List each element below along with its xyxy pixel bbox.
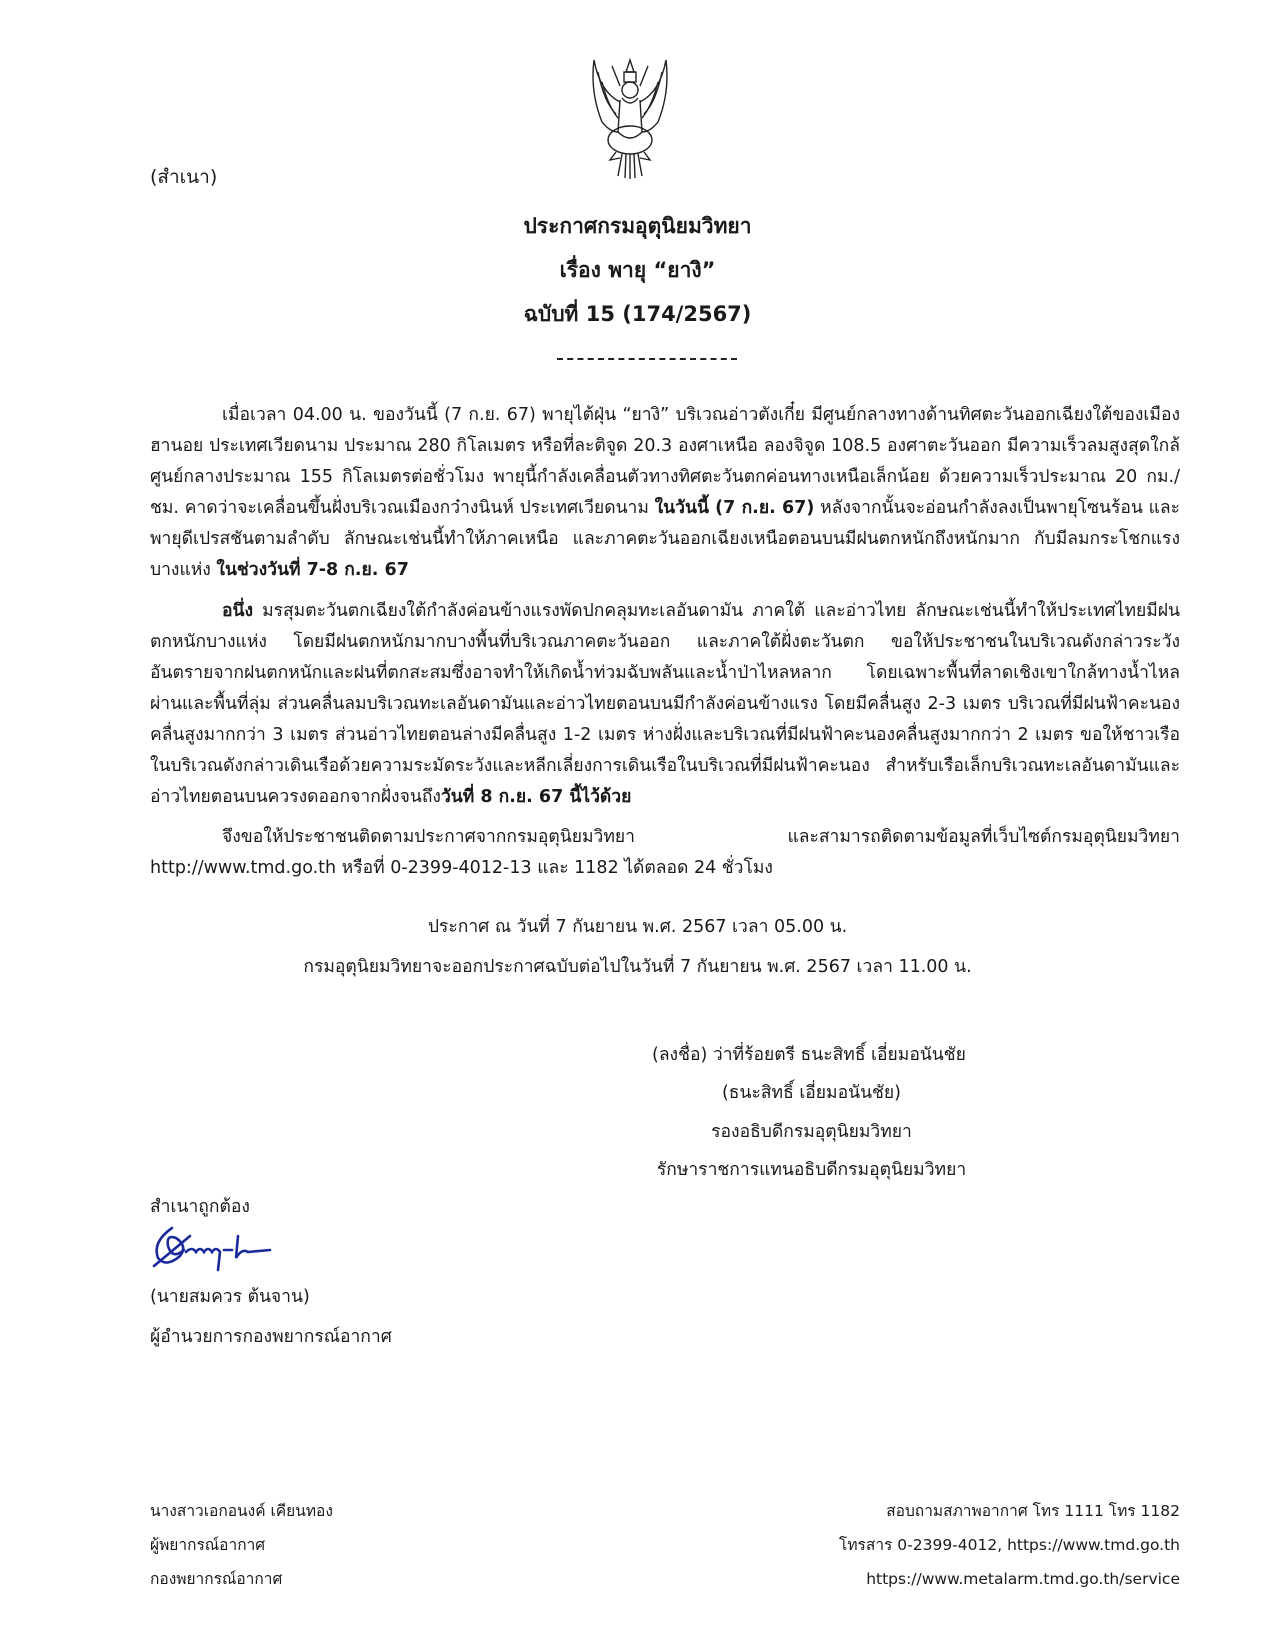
certifier-position: ผู้อำนวยการกองพยากรณ์อากาศ: [150, 1327, 392, 1347]
forecaster-title: ผู้พยากรณ์อากาศ: [150, 1536, 266, 1554]
emphasis-date-range: ในช่วงวันที่ 7-8 ก.ย. 67: [216, 560, 409, 580]
signatory-signed-line: (ลงชื่อ) ว่าที่ร้อยตรี ธนะสิทธิ์ เอี่ยมอนันชัย: [652, 1045, 966, 1065]
certifier-name: (นายสมควร ต้นจาน): [150, 1287, 310, 1307]
forecaster-division: กองพยากรณ์อากาศ: [150, 1570, 283, 1588]
forecaster-name: นางสาวเอกอนงค์ เคียนทอง: [150, 1502, 333, 1520]
contact-fax-website: โทรสาร 0-2399-4012, https://www.tmd.go.th: [839, 1536, 1180, 1554]
signatory-position: รองอธิบดีกรมอุตุนิยมวิทยา: [711, 1122, 912, 1142]
next-issue-notice: กรมอุตุนิยมวิทยาจะออกประกาศฉบับต่อไปในวันที่ 7 กันยายน พ.ศ. 2567 เวลา 11.00 น.: [303, 957, 972, 977]
emphasis-lead: อนึ่ง: [222, 601, 254, 621]
copy-label: (สำเนา): [150, 166, 218, 188]
announcement-date: ประกาศ ณ วันที่ 7 กันยายน พ.ศ. 2567 เวลา 05.00 น.: [427, 917, 848, 937]
paragraph-follow-updates: [150, 822, 1180, 884]
paragraph-text: จึงขอให้ประชาชนติดตามประกาศจากกรมอุตุนิยมวิทยา และสามารถติดตามข้อมูลที่เว็บไซต์กรมอุตุนิยมวิทยา http://www.tmd.go.th หรือที่ 0-2399-4012-13 และ 1182 ได้ตลอด 24 ชั่วโมง: [150, 827, 1180, 878]
paragraph-storm-status: [150, 400, 1180, 586]
document-title: ประกาศกรมอุตุนิยมวิทยา: [523, 214, 752, 238]
contact-phone: สอบถามสภาพอากาศ โทร 1111 โทร 1182: [886, 1502, 1180, 1520]
certified-copy-label: สำเนาถูกต้อง: [150, 1197, 250, 1217]
title-divider: [557, 358, 737, 360]
contact-service-url: https://www.metalarm.tmd.go.th/service: [866, 1570, 1180, 1588]
garuda-emblem-icon: [580, 52, 680, 182]
footer-contact: [839, 1494, 1180, 1596]
paragraph-text: มรสุมตะวันตกเฉียงใต้กำลังค่อนข้างแรงพัดปกคลุมทะเลอันดามัน ภาคใต้ และอ่าวไทย ลักษณะเช่นนี้ทำให้ประเทศไทยมีฝนตกหนักบางแห่ง โดยมีฝนตกหนักมากบางพื้นที่บริเวณภาคตะวันออก และภาคใต้ฝั่งตะวันตก ขอให้ประชาชนในบริเวณดังกล่าวระวังอันตรายจากฝนตกหนักและฝนที่ตกสะสมซึ่งอาจทำให้เกิดน้ำท่วมฉับพลันและน้ำป่าไหลหลาก โดยเฉพาะพื้นที่ลาดเชิงเขาใกล้ทางน้ำไหลผ่านและพื้นที่ลุ่ม ส่วนคลื่นลมบริเวณทะเลอันดามันและอ่าวไทยตอนบนมีกำลังค่อนข้างแรง โดยมีคลื่นสูง 2-3 เมตร บริเวณที่มีฝนฟ้าคะนองคลื่นสูงมากกว่า 3 เมตร ส่วนอ่าวไทยตอนล่างมีคลื่นสูง 1-2 เมตร ห่างฝั่งและบริเวณที่มีฝนฟ้าคะนองคลื่นสูงมากกว่า 2 เมตร ขอให้ชาวเรือในบริเวณดังกล่าวเดินเรือด้วยความระมัดระวังและหลีกเลี่ยงการเดินเรือในบริเวณที่มีฝนฟ้าคะนอง สำหรับเรือเล็กบริเวณทะเลอันดามันและอ่าวไทยตอนบนควรงดออกจากฝั่งจนถึง: [150, 601, 1180, 807]
emphasis-until-date: วันที่ 8 ก.ย. 67 นี้ไว้ด้วย: [440, 787, 632, 807]
emphasis-today: ในวันนี้ (7 ก.ย. 67): [654, 498, 815, 518]
paragraph-text: หลังจากนั้นจะอ่อนกำลังลงเป็นพายุโซนร้อน และพายุดีเปรสชันตามลำดับ ลักษณะเช่นนี้ทำให้ภาคเหนือ และภาคตะวันออกเฉียงเหนือตอนบนมีฝนตกหนักถึงหนักมาก กับมีลมกระโชกแรงบางแห่ง: [150, 498, 1180, 580]
handwritten-signature-icon: [150, 1222, 280, 1274]
document-subject: เรื่อง พายุ “ยางิ”: [559, 258, 716, 282]
footer-forecaster: [150, 1494, 333, 1596]
document-issue-number: ฉบับที่ 15 (174/2567): [523, 302, 752, 326]
paragraph-monsoon-warning: [150, 596, 1180, 813]
signatory-acting-position: รักษาราชการแทนอธิบดีกรมอุตุนิยมวิทยา: [656, 1160, 967, 1180]
signatory-name: (ธนะสิทธิ์ เอี่ยมอนันชัย): [721, 1083, 901, 1103]
paragraph-text: เมื่อเวลา 04.00 น. ของวันนี้ (7 ก.ย. 67) พายุไต้ฝุ่น “ยางิ” บริเวณอ่าวตังเกี๋ย มีศูนย์กลางทางด้านทิศตะวันออกเฉียงใต้ของเมืองฮานอย ประเทศเวียดนาม ประมาณ 280 กิโลเมตร หรือที่ละติจูด 20.3 องศาเหนือ ลองจิจูด 108.5 องศาตะวันออก มีความเร็วลมสูงสุดใกล้ศูนย์กลางประมาณ 155 กิโลเมตรต่อชั่วโมง พายุนี้กำลังเคลื่อนตัวทางทิศตะวันตกค่อนทางเหนือเล็กน้อย ด้วยความเร็วประมาณ 20 กม./ชม. คาดว่าจะเคลื่อนขึ้นฝั่งบริเวณเมืองกว๋างนินห์ ประเทศเวียดนาม: [150, 405, 1180, 518]
